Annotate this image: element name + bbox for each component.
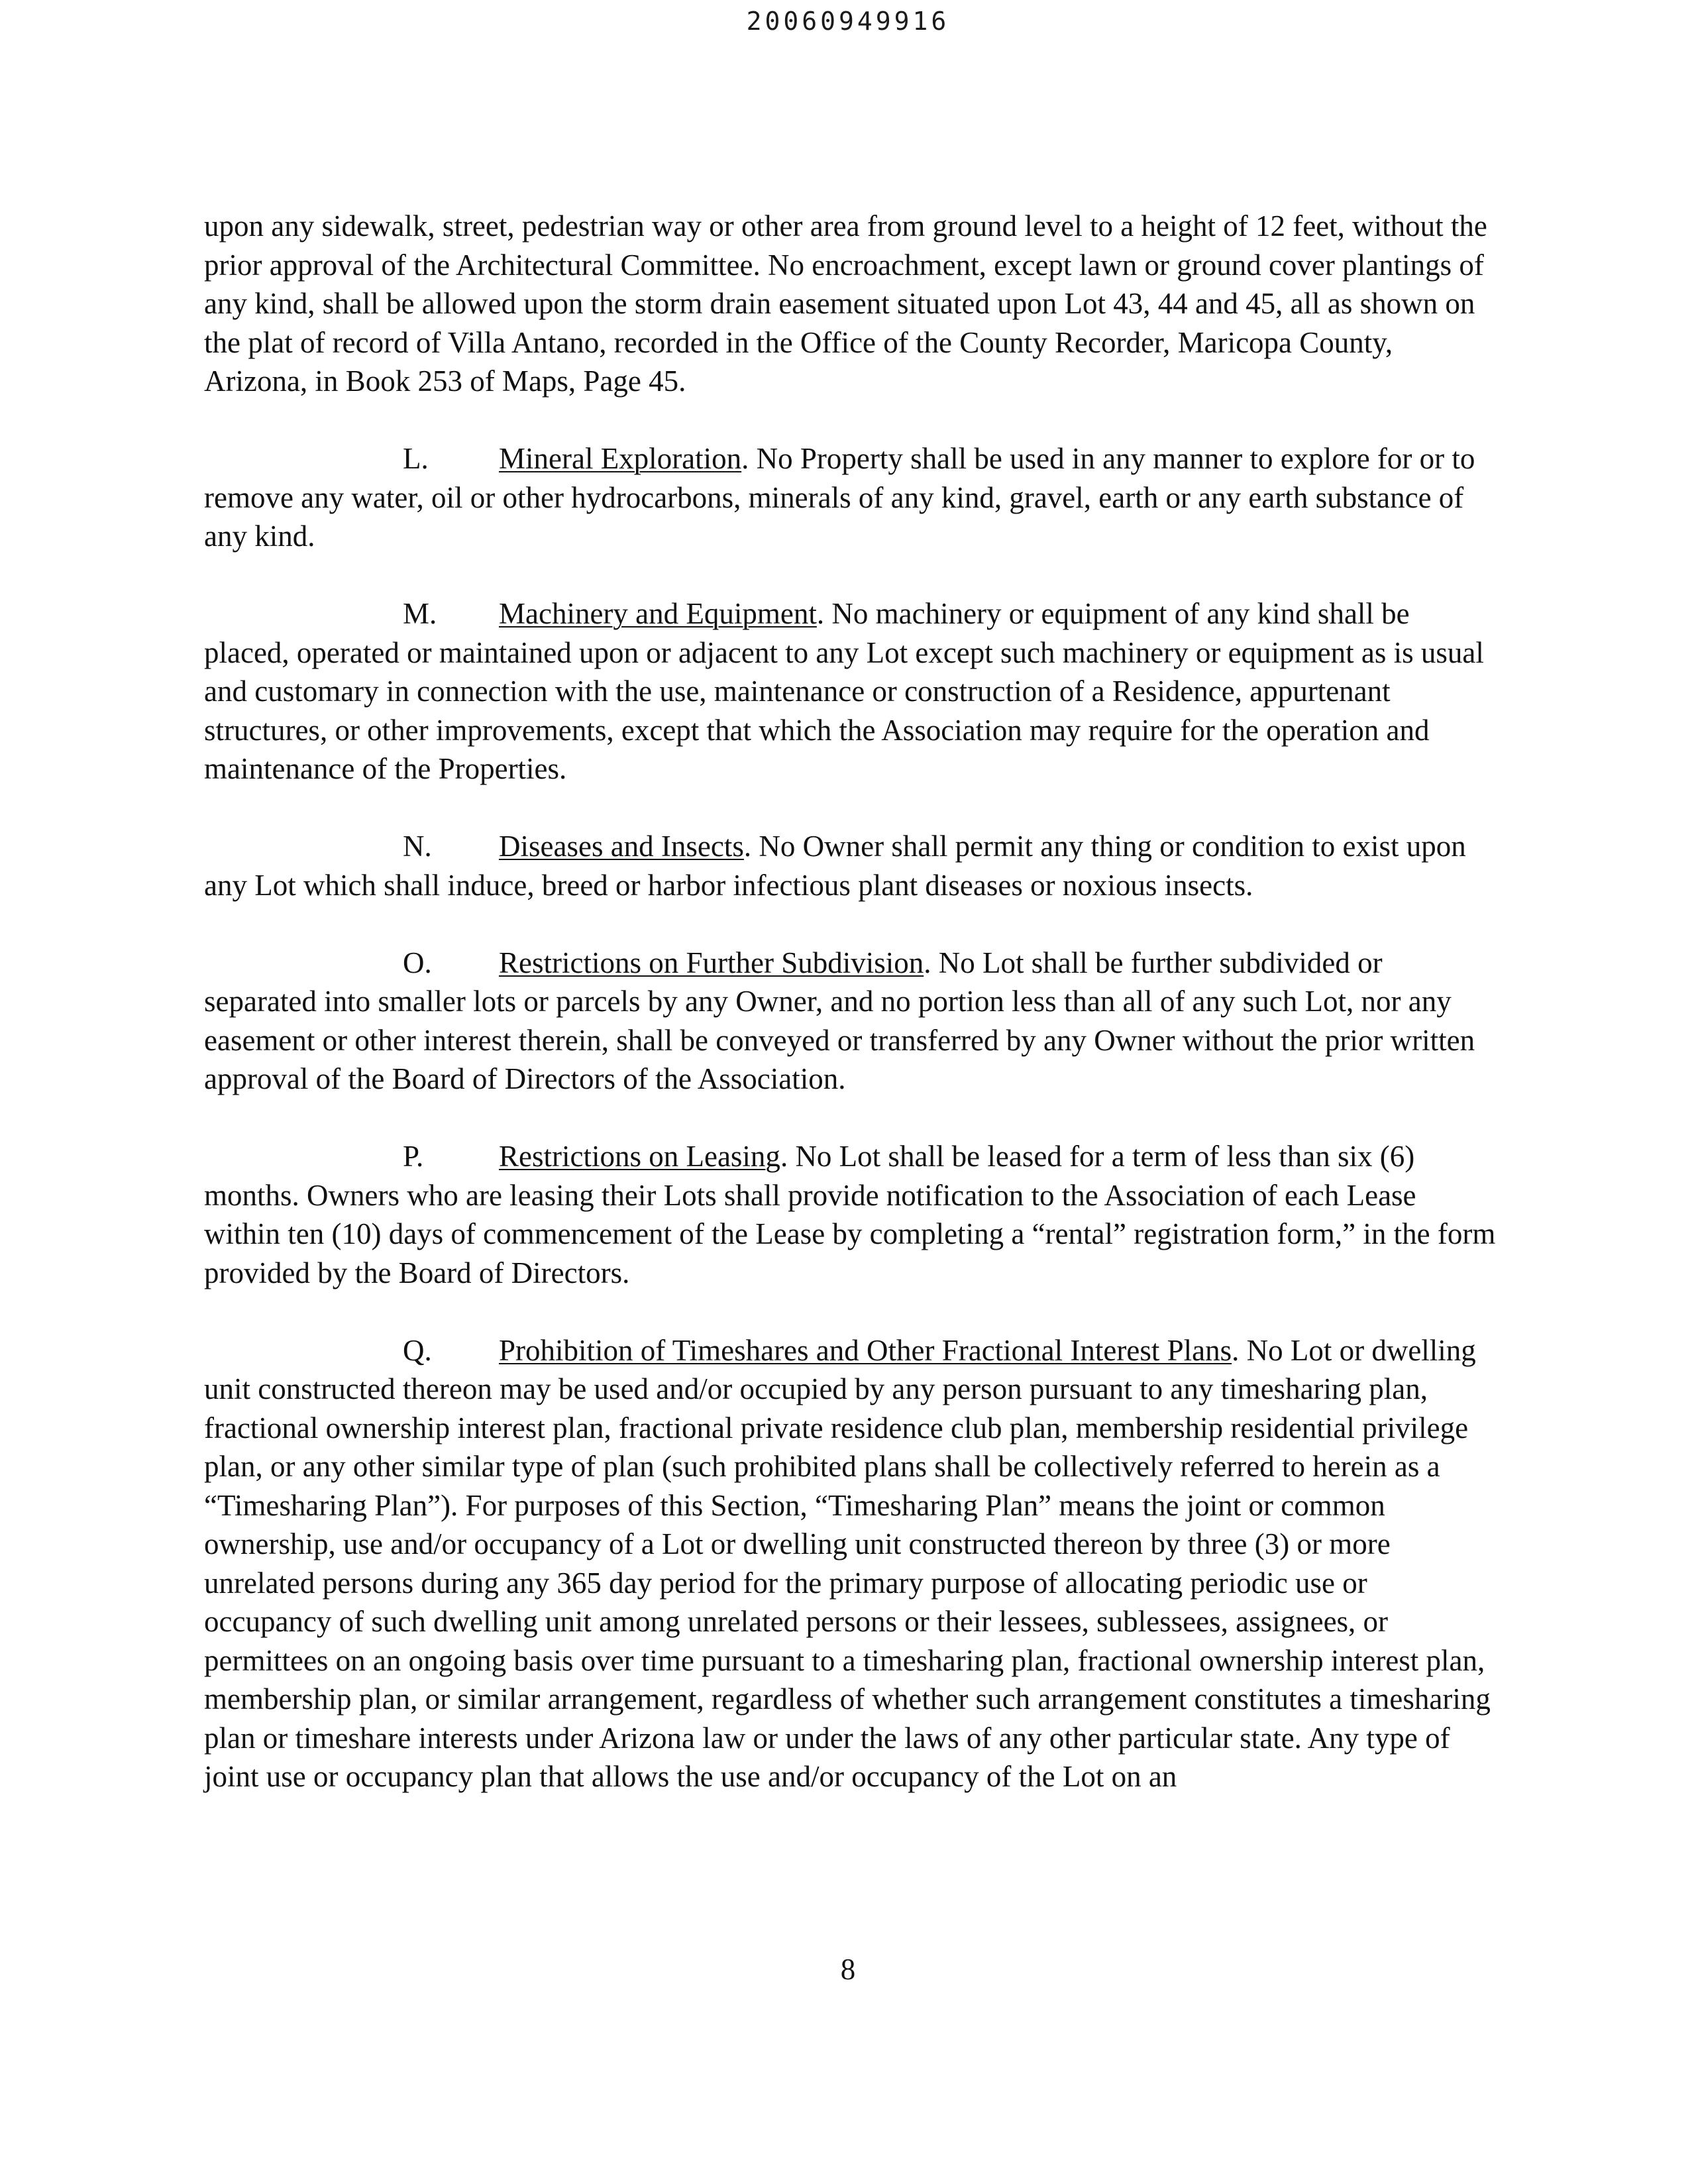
page-number: 8 [840, 1953, 856, 1986]
document-number: 20060949916 [746, 7, 950, 36]
section-q-letter: Q. [403, 1333, 432, 1367]
section-l-heading: Mineral Exploration [499, 442, 742, 475]
section-n-paragraph [204, 827, 1496, 904]
section-p-letter: P. [403, 1140, 424, 1173]
section-l-letter: L. [403, 442, 429, 475]
section-p-paragraph [204, 1137, 1496, 1292]
section-q-paragraph [204, 1331, 1496, 1796]
section-o-paragraph [204, 944, 1496, 1099]
section-o-text: . No Lot shall be further subdivided or separated into smaller lots or parcels by any Owner, and no portion less than all of any such Lot, nor any easement or other interest therein, shall be conveyed or transferred by any Owner without the prior written approval of the Board of Directors of the Association. [204, 946, 1475, 1095]
section-m-heading: Machinery and Equipment [499, 597, 817, 630]
document-body [204, 207, 1496, 1835]
section-n-heading: Diseases and Insects [499, 830, 744, 863]
section-m-paragraph [204, 594, 1496, 789]
section-p-text: . No Lot shall be leased for a term of less than six (6) months. Owners who are leasing their Lots shall provide notification to the Association of each Lease within ten (10) days of commencement of the Lease by completing a “rental” registration form,” in the form provided by the Board of Directors. [204, 1140, 1496, 1289]
continuation-paragraph: upon any sidewalk, street, pedestrian way or other area from ground level to a height of 12 feet, without the prior approval of the Architectural Committee. No encroachment, except lawn or ground cover plantings of any kind, shall be allowed upon the storm drain easement situated upon Lot 43, 44 and 45, all as shown on the plat of record of Villa Antano, recorded in the Office of the County Recorder, Maricopa County, Arizona, in Book 253 of Maps, Page 45. [204, 209, 1487, 398]
section-m-letter: M. [403, 597, 437, 630]
section-n-letter: N. [403, 830, 432, 863]
section-q-heading: Prohibition of Timeshares and Other Fractional Interest Plans [499, 1333, 1232, 1367]
section-l-text: . No Property shall be used in any manner to explore for or to remove any water, oil or other hydrocarbons, minerals of any kind, gravel, earth or any earth substance of any kind. [204, 442, 1475, 553]
section-p-heading: Restrictions on Leasing [499, 1140, 780, 1173]
section-m-text: . No machinery or equipment of any kind shall be placed, operated or maintained upon or adjacent to any Lot except such machinery or equipment as is usual and customary in connection with the use, maintenance or construction of a Residence, appurtenant structures, or other improvements, except that which the Association may require for the operation and maintenance of the Properties. [204, 597, 1484, 785]
section-o-heading: Restrictions on Further Subdivision [499, 946, 924, 979]
section-l-paragraph [204, 439, 1496, 556]
section-o-letter: O. [403, 946, 432, 979]
section-n-text: . No Owner shall permit any thing or condition to exist upon any Lot which shall induce, breed or harbor infectious plant diseases or noxious insects. [204, 830, 1466, 902]
section-q-text: . No Lot or dwelling unit constructed thereon may be used and/or occupied by any person pursuant to any timesharing plan, fractional ownership interest plan, fractional private residence club plan, membership residential privilege plan, or any other similar type of plan (such prohibited plans shall be collectively referred to herein as a “Timesharing Plan”). For purposes of this Section, “Timesharing Plan” means the joint or common ownership, use and/or occupancy of a Lot or dwelling unit constructed thereon by three (3) or more unrelated persons during any 365 day period for the primary purpose of allocating periodic use or occupancy of such dwelling unit among unrelated persons or their lessees, sublessees, assignees, or permittees on an ongoing basis over time pursuant to a timesharing plan, fractional ownership interest plan, membership plan, or similar arrangement, regardless of whether such arrangement constitutes a timesharing plan or timeshare interests under Arizona law or under the laws of any other particular state. Any type of joint use or occupancy plan that allows the use and/or occupancy of the Lot on an [204, 1333, 1491, 1793]
